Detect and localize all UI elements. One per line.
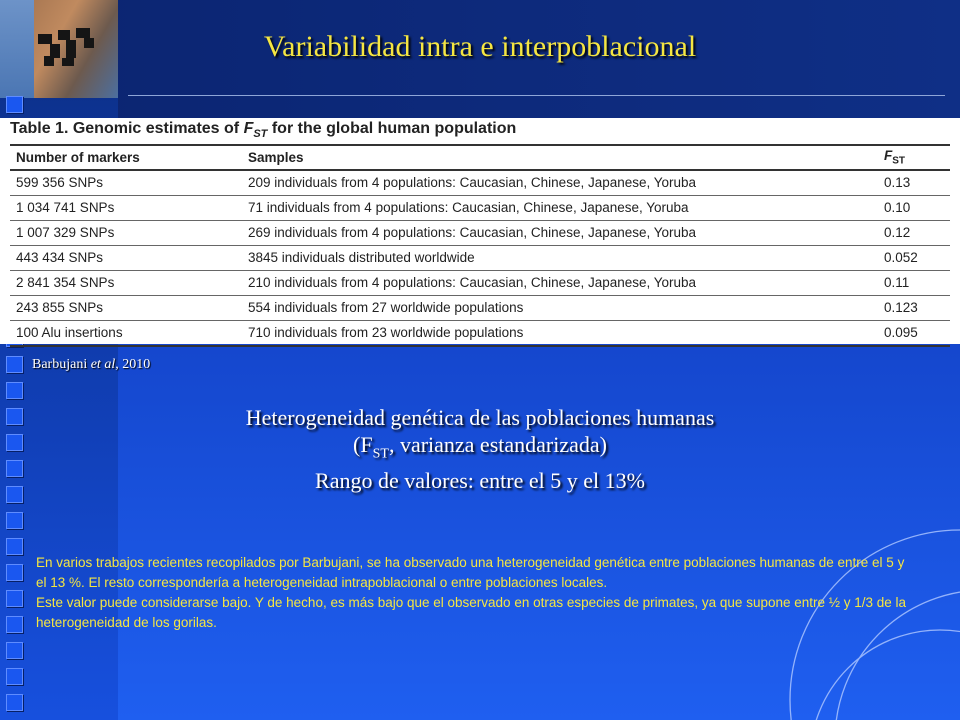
table-row xyxy=(10,220,950,245)
cell-fst: 0.13 xyxy=(878,170,950,196)
table-row xyxy=(10,245,950,270)
cell-markers: 443 434 SNPs xyxy=(10,245,242,270)
table-caption: Table 1. Genomic estimates of $F_{ST}$ for the global human population xyxy=(10,120,517,141)
table-row xyxy=(10,320,950,346)
heading-line2: ($F_{ST}$, varianza estandarizada) xyxy=(353,432,607,462)
fst-table-figure xyxy=(0,118,960,344)
paragraph-1: En varios trabajos recientes recopilados por Barbujani, se ha observado una heterogeneidad genética entre poblaciones humanas de entre el 5 y el 13 %. El resto correspondería a heterogeneidad intrapoblacional o entre poblaciones locales. xyxy=(36,555,905,590)
header-samples: Samples xyxy=(242,145,878,170)
cell-markers: 1 034 741 SNPs xyxy=(10,195,242,220)
main-heading xyxy=(120,404,840,494)
cell-fst: 0.052 xyxy=(878,245,950,270)
table-row xyxy=(10,195,950,220)
paragraph-2: Este valor puede considerarse bajo. Y de hecho, es más bajo que el observado en otras especies de primates, ya que supone entre ½ y 1/3 de la heterogeneidad de los gorilas. xyxy=(36,595,907,630)
cell-fst: 0.095 xyxy=(878,320,950,346)
heading-line1: Heterogeneidad genética de las poblaciones humanas xyxy=(245,405,715,430)
cell-markers: 1 007 329 SNPs xyxy=(10,220,242,245)
citation: Barbujani et al, 2010 xyxy=(32,357,151,372)
cell-markers: 100 Alu insertions xyxy=(10,320,242,346)
fst-table xyxy=(10,144,950,347)
cell-fst: 0.123 xyxy=(878,295,950,320)
cell-fst: 0.12 xyxy=(878,220,950,245)
cell-markers: 243 855 SNPs xyxy=(10,295,242,320)
cell-samples: 710 individuals from 23 worldwide populations xyxy=(242,320,878,346)
heading-line3: Rango de valores: entre el 5 y el 13% xyxy=(315,468,645,494)
slide-title: Variabilidad intra e interpoblacional xyxy=(263,30,697,63)
cell-samples: 210 individuals from 4 populations: Caucasian, Chinese, Japanese, Yoruba xyxy=(242,270,878,295)
cell-markers: 599 356 SNPs xyxy=(10,170,242,196)
cell-samples: 71 individuals from 4 populations: Caucasian, Chinese, Japanese, Yoruba xyxy=(242,195,878,220)
header-fst: $F_{ST}$ xyxy=(878,145,950,170)
title-divider xyxy=(128,95,945,96)
cell-samples: 209 individuals from 4 populations: Caucasian, Chinese, Japanese, Yoruba xyxy=(242,170,878,196)
cell-fst: 0.10 xyxy=(878,195,950,220)
cell-samples: 269 individuals from 4 populations: Caucasian, Chinese, Japanese, Yoruba xyxy=(242,220,878,245)
table-header-row xyxy=(10,145,950,170)
cell-samples: 3845 individuals distributed worldwide xyxy=(242,245,878,270)
table-row xyxy=(10,270,950,295)
cell-fst: 0.11 xyxy=(878,270,950,295)
explanation-text xyxy=(36,553,916,633)
cell-markers: 2 841 354 SNPs xyxy=(10,270,242,295)
header-markers: Number of markers xyxy=(10,145,242,170)
table-row xyxy=(10,170,950,196)
table-row xyxy=(10,295,950,320)
cell-samples: 554 individuals from 27 worldwide populations xyxy=(242,295,878,320)
